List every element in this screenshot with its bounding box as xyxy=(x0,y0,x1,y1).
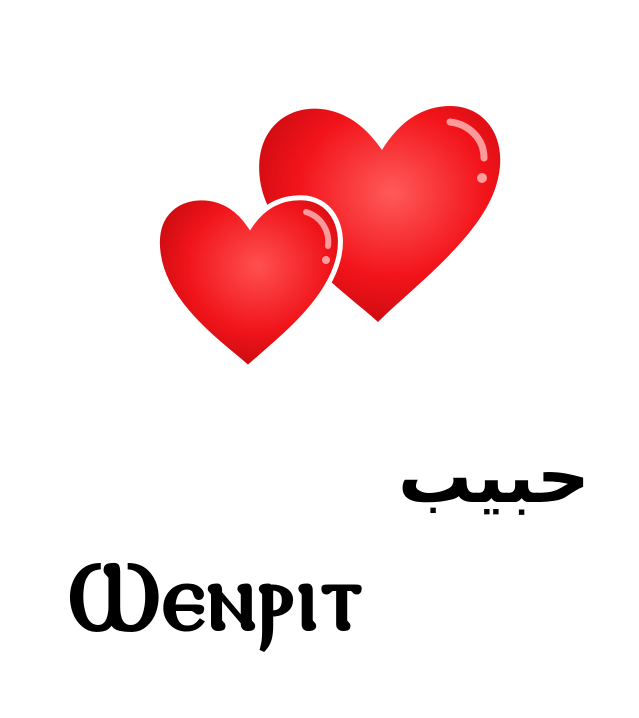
coptic-word: Ⲱⲉⲛⲣⲓⲧ xyxy=(68,539,365,652)
small-heart-icon xyxy=(157,198,340,368)
arabic-word: حبيب xyxy=(397,434,590,520)
two-hearts-icon xyxy=(150,100,510,380)
